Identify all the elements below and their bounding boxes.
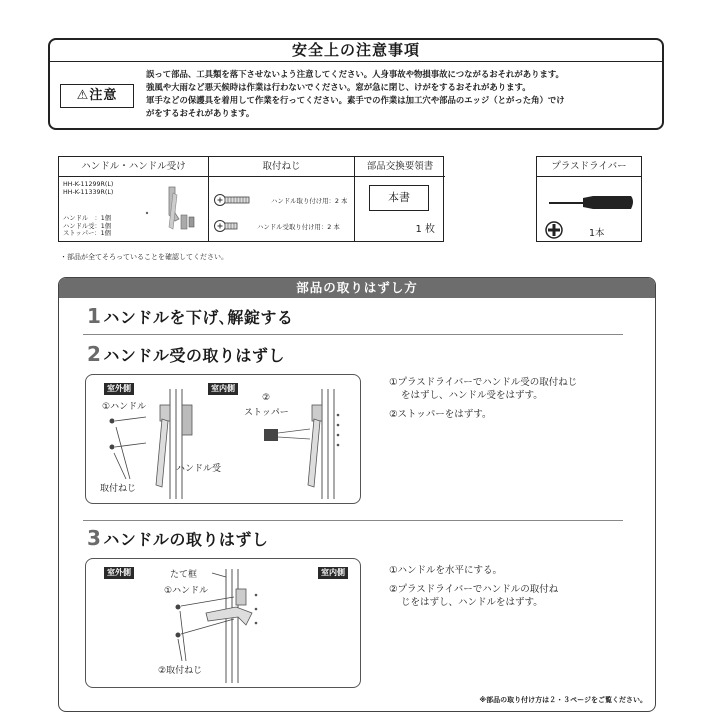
step3-instruction-2	[389, 583, 649, 609]
model-number: HH-K-11299R(L)	[63, 181, 114, 188]
screw-short-icon	[213, 219, 243, 233]
safety-notice-box	[48, 38, 664, 130]
step2-tag-outdoor: 室外側	[104, 383, 134, 395]
step1-number: 1	[87, 304, 102, 328]
screwdriver-header: プラスドライバー	[537, 157, 641, 177]
step2-number: 2	[87, 342, 102, 366]
part-count-list	[63, 215, 111, 238]
parts-col-screws-header: 取付ねじ	[209, 157, 354, 177]
step3-heading	[87, 526, 268, 550]
screw-handle-label: ハンドル取り付け用：2 本	[271, 196, 348, 205]
parts-col-screws	[209, 157, 355, 241]
step2-title: ハンドル受の取りはずし	[103, 346, 285, 365]
screwdriver-table	[536, 156, 642, 242]
screwdriver-qty: 1本	[589, 228, 605, 239]
step2-instruction-1a: ①プラスドライバーでハンドル受の取付ねじ	[389, 377, 578, 388]
parts-table	[58, 156, 444, 242]
parts-col-replace	[355, 157, 445, 241]
part-count: ハンドル ：1個	[63, 215, 112, 222]
replace-manual-box: 本書	[369, 185, 429, 211]
handle-parts-illustration	[139, 183, 205, 239]
step3-instruction-2a: ②プラスドライバーでハンドルの取付ね	[389, 584, 559, 595]
replace-manual-qty: 1 枚	[415, 224, 435, 235]
removal-section	[58, 277, 656, 712]
page-reference-note: ※部品の取り付け方は２・３ページをご覧ください。	[479, 696, 647, 704]
screw-handle-row	[213, 193, 347, 207]
step2-label-handle: ①ハンドル	[102, 402, 147, 412]
screw-long-icon	[213, 193, 253, 207]
step3-label-frame: たて框	[170, 570, 198, 580]
step2-instruction-1b: をはずし、ハンドル受をはずす。	[401, 390, 543, 401]
step2-tag-indoor: 室内側	[208, 383, 238, 395]
safety-line: 軍手などの保護具を着用して作業を行ってください。素手での作業は加工穴や部品のエッジ（とがった角）でけ	[146, 95, 565, 105]
step3-tag-outdoor: 室外側	[104, 567, 134, 579]
step2-label-stopper: ストッパー	[244, 408, 289, 418]
safety-line: がをするおそれがあります。	[146, 108, 255, 118]
step1-heading	[87, 304, 293, 328]
step2-instruction-2: ②ストッパーをはずす。	[389, 409, 492, 420]
parts-col-handle	[59, 157, 209, 241]
step2-label-screw: 取付ねじ	[100, 484, 137, 494]
step3-label-handle: ①ハンドル	[164, 586, 209, 596]
step1-title: ハンドルを下げ､解錠する	[103, 308, 294, 327]
phillips-cross-icon	[545, 221, 563, 239]
screw-receiver-row	[213, 219, 340, 233]
step3-tag-indoor: 室内側	[318, 567, 348, 579]
parts-col-handle-header: ハンドル・ハンドル受け	[59, 157, 208, 177]
step3-figure	[85, 558, 361, 688]
safety-title: 安全上の注意事項	[50, 40, 662, 62]
model-number: HH-K-11339R(L)	[63, 188, 114, 196]
step-divider	[83, 520, 623, 521]
part-count: ストッパー：1個	[63, 230, 111, 237]
safety-text	[146, 68, 656, 120]
screwdriver-icon	[543, 187, 637, 215]
parts-check-note: ・部品が全てそろっていることを確認してください。	[60, 253, 228, 261]
step2-label-stopper-num: ②	[262, 393, 271, 403]
step2-instruction-1	[389, 376, 649, 402]
step3-number: 3	[87, 526, 102, 550]
step3-title: ハンドルの取りはずし	[103, 530, 269, 549]
parts-col-replace-header: 部品交換要領書	[355, 157, 445, 177]
safety-line: 誤って部品、工具類を落下させないよう注意してください。人身事故や物損事故につながるおそれがあります。	[146, 69, 564, 79]
removal-banner: 部品の取りはずし方	[59, 278, 655, 298]
step-divider	[83, 334, 623, 335]
step3-instructions	[389, 564, 649, 615]
step2-label-receiver: ハンドル受	[176, 464, 222, 474]
step2-instructions	[389, 376, 649, 427]
step3-label-screw: ②取付ねじ	[158, 666, 203, 676]
step2-window-illustration	[86, 375, 362, 505]
safety-line: 強風や大雨など悪天候時は作業は行わないでください。窓が急に閉じ、けがをするおそれがあります。	[146, 82, 531, 92]
step3-instruction-2b: じをはずし、ハンドルをはずす。	[401, 597, 543, 608]
part-count: ハンドル受：1個	[63, 222, 112, 230]
model-list	[63, 181, 113, 196]
step3-instruction-1: ①ハンドルを水平にする。	[389, 565, 503, 576]
step2-figure	[85, 374, 361, 504]
step2-heading	[87, 342, 285, 366]
screw-receiver-label: ハンドル受取り付け用：2 本	[257, 222, 340, 231]
step3-window-illustration	[86, 559, 362, 689]
caution-badge: ⚠注意	[60, 84, 134, 108]
